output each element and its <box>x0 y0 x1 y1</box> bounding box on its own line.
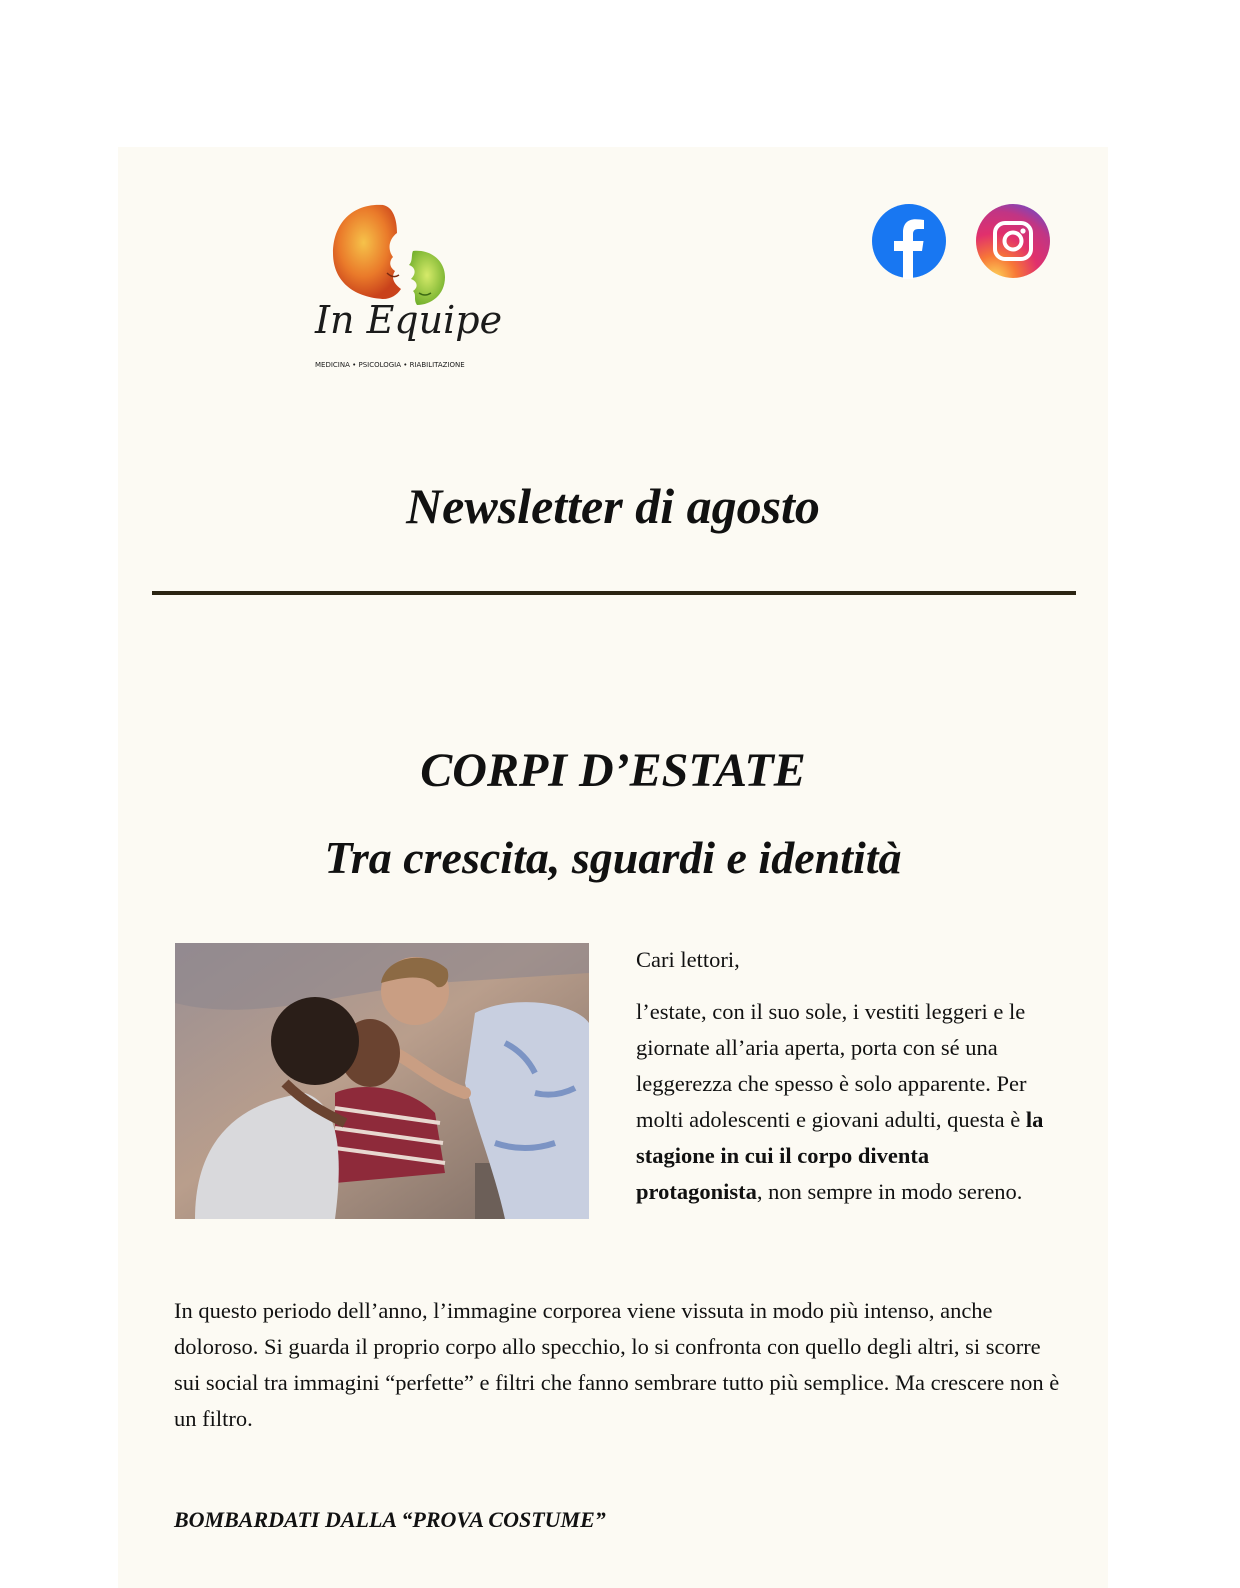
intro-text <box>636 942 1056 1226</box>
logo-wordmark: In Equipe <box>315 298 503 342</box>
article-photo <box>175 943 589 1219</box>
intro-text-start: l’estate, con il suo sole, i vestiti leggeri e le giornate all’aria aperta, porta con sé una leggerezza che spesso è solo apparente. Per molti adolescenti e giovani adulti, questa è <box>636 999 1027 1132</box>
facebook-icon[interactable] <box>871 203 947 279</box>
article-heading: CORPI D’ESTATE <box>420 744 806 797</box>
newsletter-title: Newsletter di agosto <box>406 478 820 534</box>
newsletter-page <box>118 147 1108 1588</box>
in-equipe-logo <box>313 203 503 378</box>
title-divider <box>152 591 1076 595</box>
instagram-icon[interactable] <box>975 203 1051 279</box>
section-title: BOMBARDATI DALLA “PROVA COSTUME” <box>174 1507 606 1532</box>
article-subheading: Tra crescita, sguardi e identità <box>324 832 902 883</box>
intro-paragraph <box>636 994 1056 1210</box>
intro-bold-text: la stagione in cui il corpo diventa protagonista <box>636 1107 1044 1204</box>
body-paragraph: In questo periodo dell’anno, l’immagine corporea viene vissuta in modo più intenso, anche doloroso. Si guarda il proprio corpo allo specchio, lo si confronta con quello degli altri, si scorre sui social tra immagini “perfette” e filtri che fanno sembrare tutto più semplice. Ma crescere non è un filtro. <box>174 1298 1060 1431</box>
greeting: Cari lettori, <box>636 947 740 972</box>
intro-text-end: , non sempre in modo sereno. <box>756 1179 1023 1204</box>
logo-tagline: MEDICINA • PSICOLOGIA • RIABILITAZIONE <box>315 361 465 369</box>
